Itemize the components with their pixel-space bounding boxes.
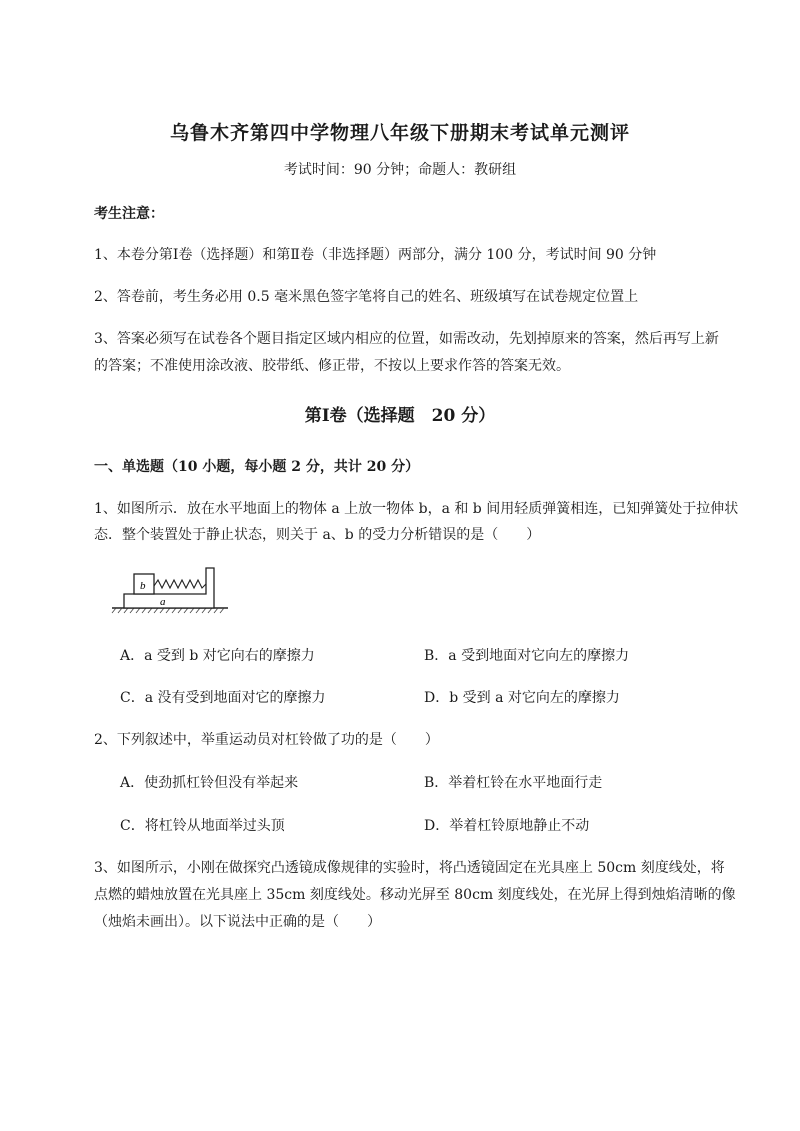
section-title: 第Ⅰ卷（选择题 20 分） [304,406,496,426]
question-1-text: 1、如图所示．放在水平地面上的物体 a 上放一物体 b，a 和 b 间用轻质弹簧相连，已知弹簧处于拉伸状 [94,501,739,517]
option-2c[interactable]: C．将杠铃从地面举过头顶 [120,818,285,834]
page-title: 乌鲁木齐第四中学物理八年级下册期末考试单元测评 [169,122,630,144]
spring-blocks-figure [110,560,230,620]
option-2a[interactable]: A．使劲抓杠铃但没有举起来 [120,775,299,791]
notice-item: 1、本卷分第Ⅰ卷（选择题）和第Ⅱ卷（非选择题）两部分，满分 100 分，考试时间 90 分钟 [94,247,657,263]
notice-heading: 考生注意： [94,206,164,222]
spring [154,580,206,588]
question-3-text: 3、如图所示，小刚在做探究凸透镜成像规律的实验时，将凸透镜固定在光具座上 50cm 刻度线处，将 [94,860,725,876]
notice-item: 的答案；不准使用涂改液、胶带纸、修正带，不按以上要求作答的答案无效。 [94,358,570,374]
label-a: a [160,596,166,608]
label-b: b [140,580,146,592]
option-2d[interactable]: D．举着杠铃原地静止不动 [424,818,590,834]
question-2-text: 2、下列叙述中，举重运动员对杠铃做了功的是（ ） [94,732,439,748]
question-3-text: （烛焰未画出）。以下说法中正确的是（ ） [94,914,381,930]
option-1c[interactable]: C．a 没有受到地面对它的摩擦力 [120,690,326,706]
part-heading: 一、单选题（10 小题，每小题 2 分，共计 20 分） [94,459,420,475]
question-1-text: 态．整个装置处于静止状态，则关于 a、b 的受力分析错误的是（ ） [94,527,541,543]
notice-item: 3、答案必须写在试卷各个题目指定区域内相应的位置，如需改动，先划掉原来的答案，然后再写上新 [94,331,719,347]
question-3-text: 点燃的蜡烛放置在光具座上 35cm 刻度线处。移动光屏至 80cm 刻度线处，在光屏上得到烛焰清晰的像 [94,887,736,903]
option-1b[interactable]: B．a 受到地面对它向左的摩擦力 [424,648,630,664]
option-1a[interactable]: A．a 受到 b 对它向右的摩擦力 [120,648,315,664]
exam-info: 考试时间：90 分钟；命题人：教研组 [283,162,517,178]
option-2b[interactable]: B．举着杠铃在水平地面行走 [424,775,603,791]
option-1d[interactable]: D．b 受到 a 对它向左的摩擦力 [424,690,620,706]
notice-item: 2、答卷前，考生务必用 0.5 毫米黑色签字笔将自己的姓名、班级填写在试卷规定位置上 [94,289,639,305]
